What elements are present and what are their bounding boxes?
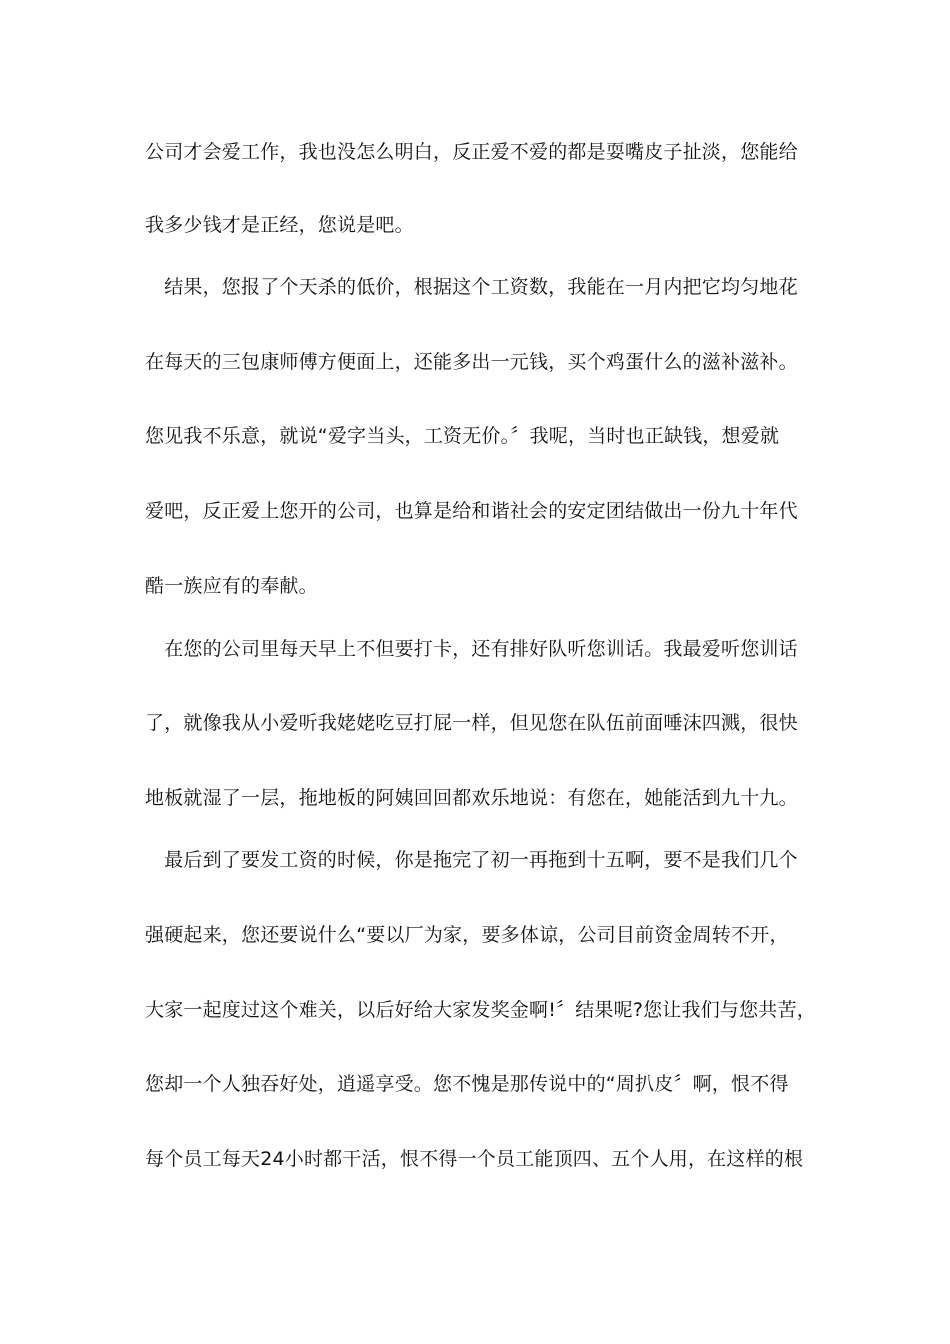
text-line: 强硬起来，您还要说什么“要以厂为家，要多体谅，公司目前资金周转不开， <box>145 924 789 946</box>
text-line: 爱吧，反正爱上您开的公司，也算是给和谐社会的安定团结做出一份九十年代 <box>145 500 798 522</box>
text-line: 您却一个人独吞好处，逍遥享受。您不愧是那传说中的“周扒皮〞啊，恨不得 <box>145 1073 789 1095</box>
text-line: 您见我不乐意，就说“爱字当头，工资无价。〞我呢，当时也正缺钱，想爱就 <box>145 425 780 447</box>
text-line: 地板就湿了一层，拖地板的阿姨回回都欢乐地说：有您在，她能活到九十九。 <box>145 787 798 809</box>
text-line: 酷一族应有的奉献。 <box>145 575 318 597</box>
text-line: 公司才会爱工作，我也没怎么明白，反正爱不爱的都是耍嘴皮子扯淡，您能给 <box>145 141 798 163</box>
text-line: 在您的公司里每天早上不但要打卡，还有排好队听您训话。我最爱听您训话 <box>145 638 798 660</box>
text-line: 我多少钱才是正经，您说是吧。 <box>145 214 414 236</box>
text-line: 大家一起度过这个难关，以后好给大家发奖金啊!〞结果呢?您让我们与您共苦， <box>145 999 816 1021</box>
text-line: 在每天的三包康师傅方便面上，还能多出一元钱，买个鸡蛋什么的滋补滋补。 <box>145 351 798 373</box>
text-line: 最后到了要发工资的时候，你是拖完了初一再拖到十五啊，要不是我们几个 <box>145 849 798 871</box>
text-line: 每个员工每天24小时都干活，恨不得一个员工能顶四、五个人用，在这样的根 <box>145 1148 804 1170</box>
text-line: 结果，您报了个天杀的低价，根据这个工资数，我能在一月内把它均匀地花 <box>145 276 798 298</box>
text-line: 了，就像我从小爱听我姥姥吃豆打屁一样，但见您在队伍前面唾沫四溅，很快 <box>145 712 798 734</box>
